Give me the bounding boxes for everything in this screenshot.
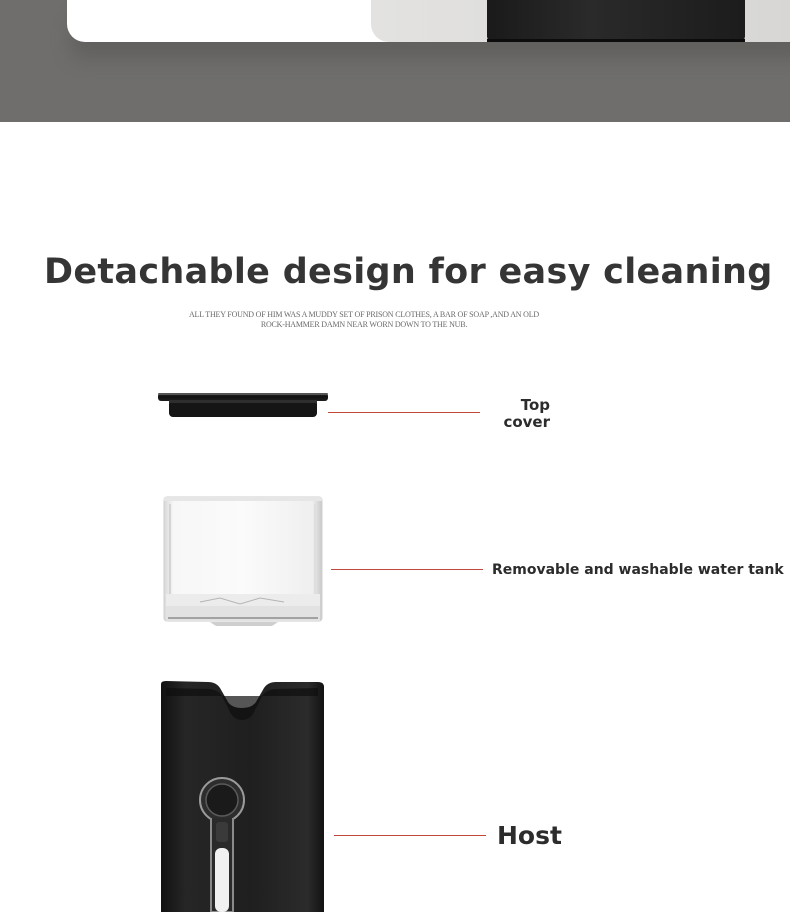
top-cover-image (156, 388, 332, 422)
top-cover-leader-line (328, 412, 480, 413)
subtitle-line-2: ROCK-HAMMER DAMN NEAR WORN DOWN TO THE NUB. (260, 320, 468, 329)
water-tank-leader-line (331, 569, 483, 570)
page-title: Detachable design for easy cleaning (44, 252, 773, 292)
top-cover-label (502, 397, 550, 431)
banner-product-photo (371, 0, 790, 42)
top-cover-label-line-1: Top (520, 396, 550, 414)
water-tank-image (160, 494, 328, 630)
host-leader-line (334, 835, 486, 836)
host-label: Host (497, 821, 562, 850)
page-subtitle (164, 310, 564, 330)
banner-device-base (487, 0, 745, 42)
host-image (158, 678, 328, 912)
top-cover-label-line-2: cover (503, 413, 550, 431)
subtitle-line-1: ALL THEY FOUND OF HIM WAS A MUDDY SET OF PRISON CLOTHES, A BAR OF SOAP ,AND AN OLD (188, 310, 540, 319)
top-banner (0, 0, 790, 122)
water-tank-label: Removable and washable water tank (492, 562, 784, 578)
